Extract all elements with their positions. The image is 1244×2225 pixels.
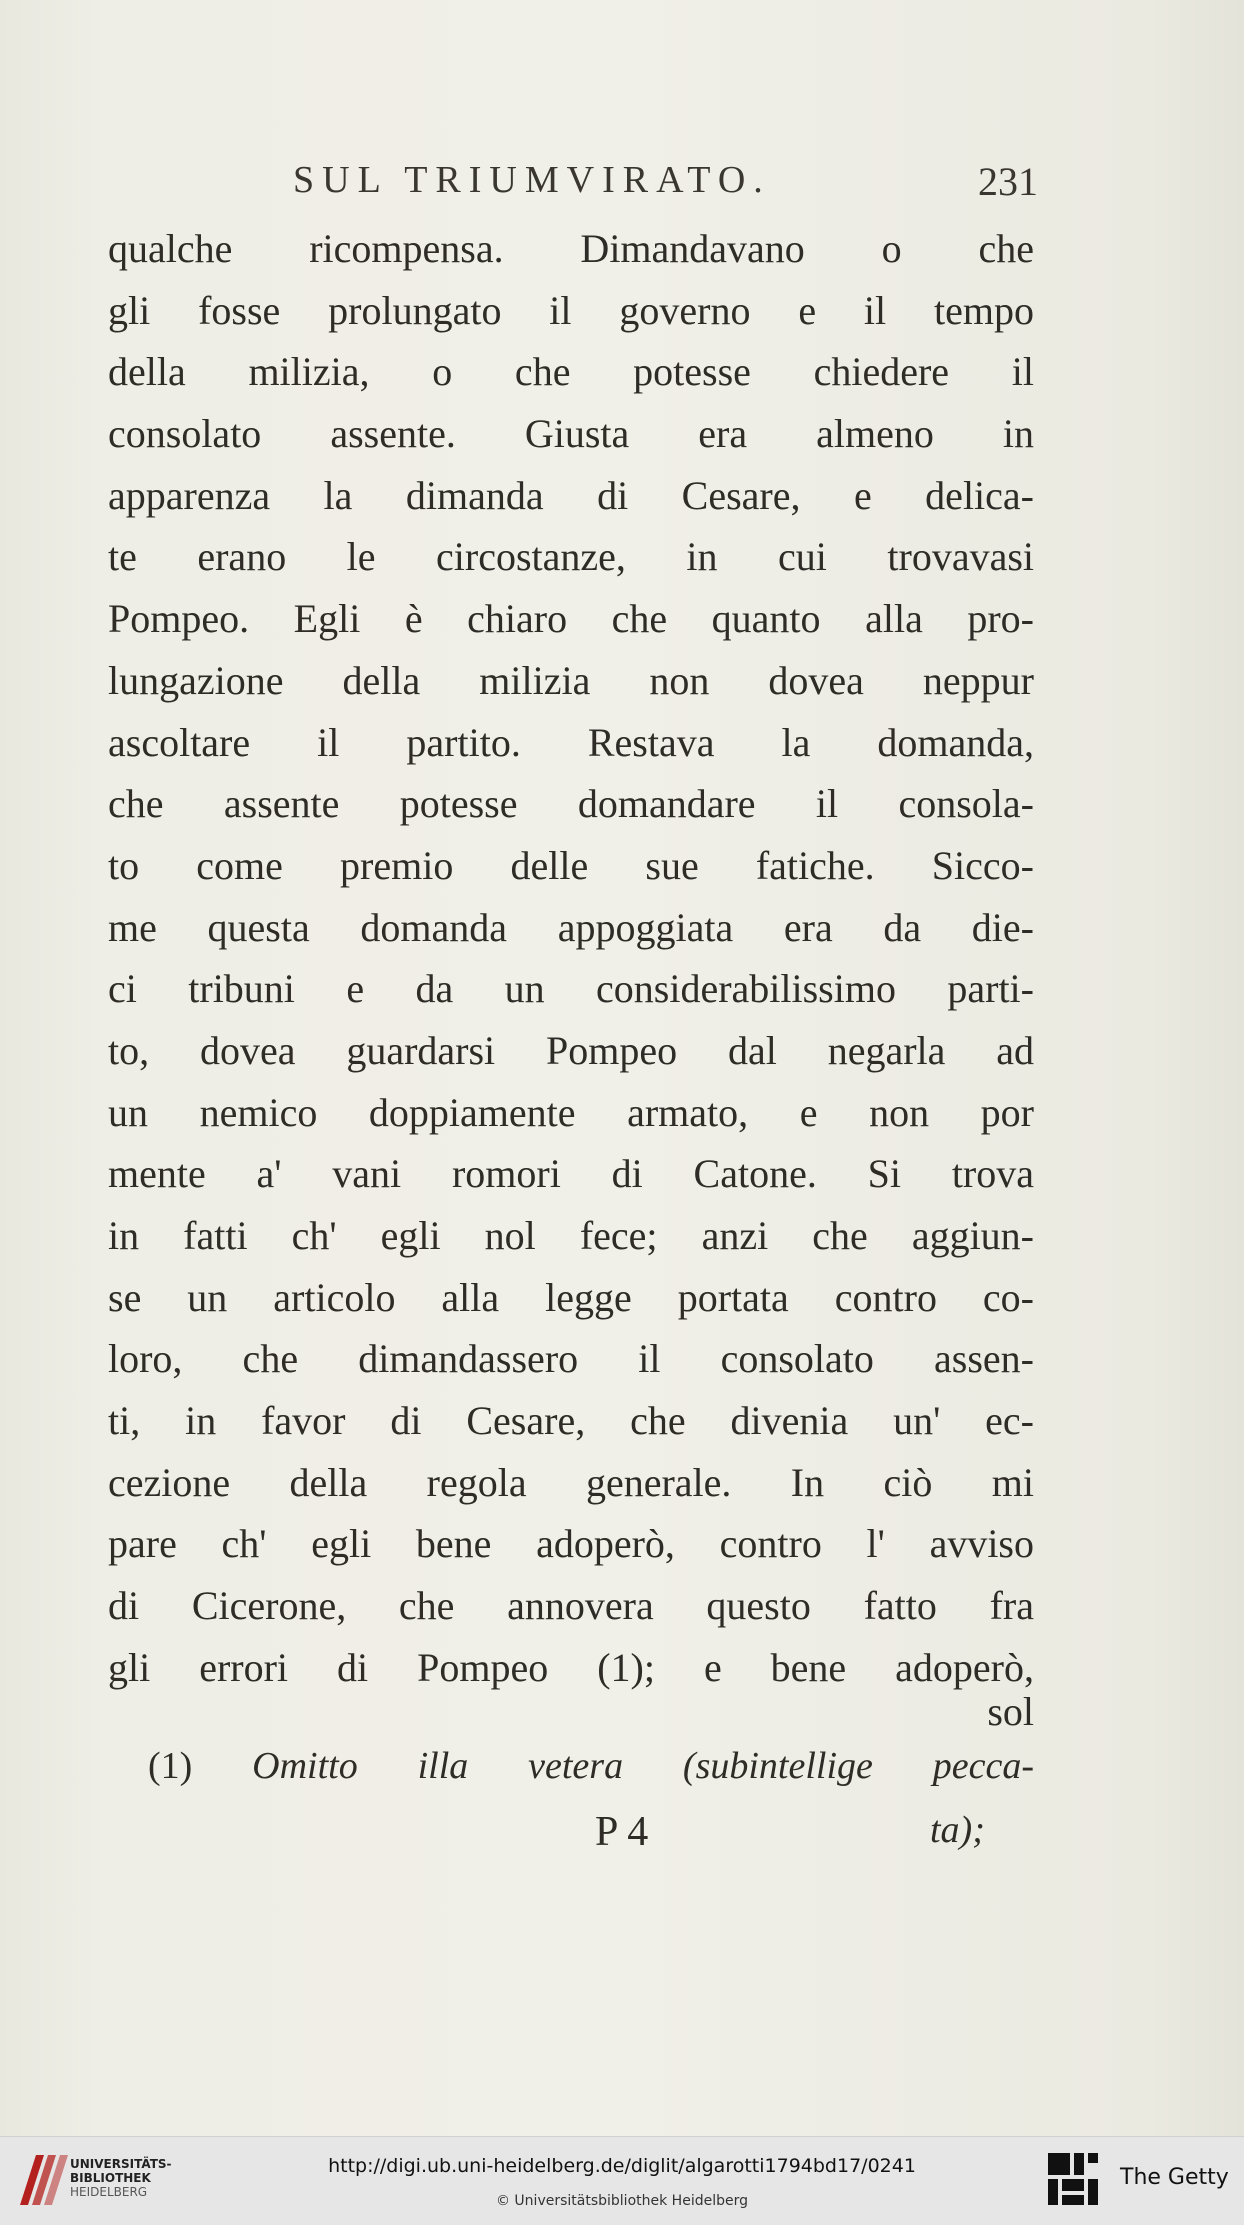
permalink-url[interactable]: http://digi.ub.uni-heidelberg.de/diglit/algarotti1794bd17/0241 (328, 2155, 916, 2177)
text-line: pare ch' egli bene adoperò, contro l' avviso (108, 1521, 1034, 1567)
copyright-notice: © Universitätsbibliothek Heidelberg (495, 2193, 748, 2209)
catchword: sol (987, 1689, 1034, 1734)
text-line: lungazione della milizia non dovea neppur (108, 657, 1034, 703)
getty-logo-icon[interactable] (1046, 2151, 1100, 2209)
text-line: te erano le circostanze, in cui trovavasi (108, 534, 1034, 580)
text-line: se un articolo alla legge portata contro co- (108, 1274, 1034, 1320)
text-line: che assente potesse domandare il consola- (108, 781, 1034, 827)
footnote-continuation: ta); (930, 1809, 985, 1851)
footnote (148, 1744, 1034, 1788)
text-line: della milizia, o che potesse chiedere il (108, 349, 1034, 395)
text-line: ci tribuni e da un considerabilissimo parti- (108, 966, 1034, 1012)
institution-line: BIBLIOTHEK (70, 2171, 151, 2185)
text-line: mente a' vani romori di Catone. Si trova (108, 1151, 1034, 1197)
text-line: apparenza la dimanda di Cesare, e delica- (108, 472, 1034, 518)
footnote-marker: (1) (148, 1745, 193, 1787)
running-title: SUL TRIUMVIRATO. (293, 159, 771, 201)
text-line: in fatti ch' egli nol fece; anzi che aggiun- (108, 1213, 1034, 1258)
text-line: un nemico doppiamente armato, e non por (108, 1089, 1034, 1135)
text-line: ascoltare il partito. Restava la domanda, (108, 719, 1034, 765)
text-line: di Cicerone, che annovera questo fatto fra (108, 1583, 1034, 1629)
footnote-text: Omitto illa vetera (subintellige pecca- (252, 1745, 1034, 1787)
body-text (108, 218, 1034, 1699)
page-number: 231 (978, 159, 1038, 204)
institution-line: UNIVERSITÄTS- (70, 2157, 172, 2171)
text-line: qualche ricompensa. Dimandavano o che (108, 226, 1034, 271)
text-line: me questa domanda appoggiata era da die- (108, 904, 1034, 950)
signature-mark: P 4 (595, 1809, 649, 1855)
text-line: Pompeo. Egli è chiaro che quanto alla pro- (108, 596, 1034, 642)
running-head (108, 158, 1038, 204)
text-line: gli fosse prolungato il governo e il tempo (108, 287, 1034, 333)
institution-line: HEIDELBERG (70, 2185, 148, 2199)
text-line: cezione della regola generale. In ciò mi (108, 1459, 1034, 1505)
text-line: loro, che dimandassero il consolato assen- (108, 1336, 1034, 1382)
text-line: to come premio delle sue fatiche. Sicco- (108, 842, 1034, 888)
text-line: to, dovea guardarsi Pompeo dal negarla ad (108, 1027, 1034, 1073)
getty-name: The Getty (1120, 2165, 1229, 2190)
text-line: consolato assente. Giusta era almeno in (108, 411, 1034, 457)
viewer-footer (0, 2136, 1244, 2225)
text-line: ti, in favor di Cesare, che divenia un' ec- (108, 1398, 1034, 1444)
text-line: gli errori di Pompeo (1); e bene adoperò, (108, 1644, 1034, 1690)
